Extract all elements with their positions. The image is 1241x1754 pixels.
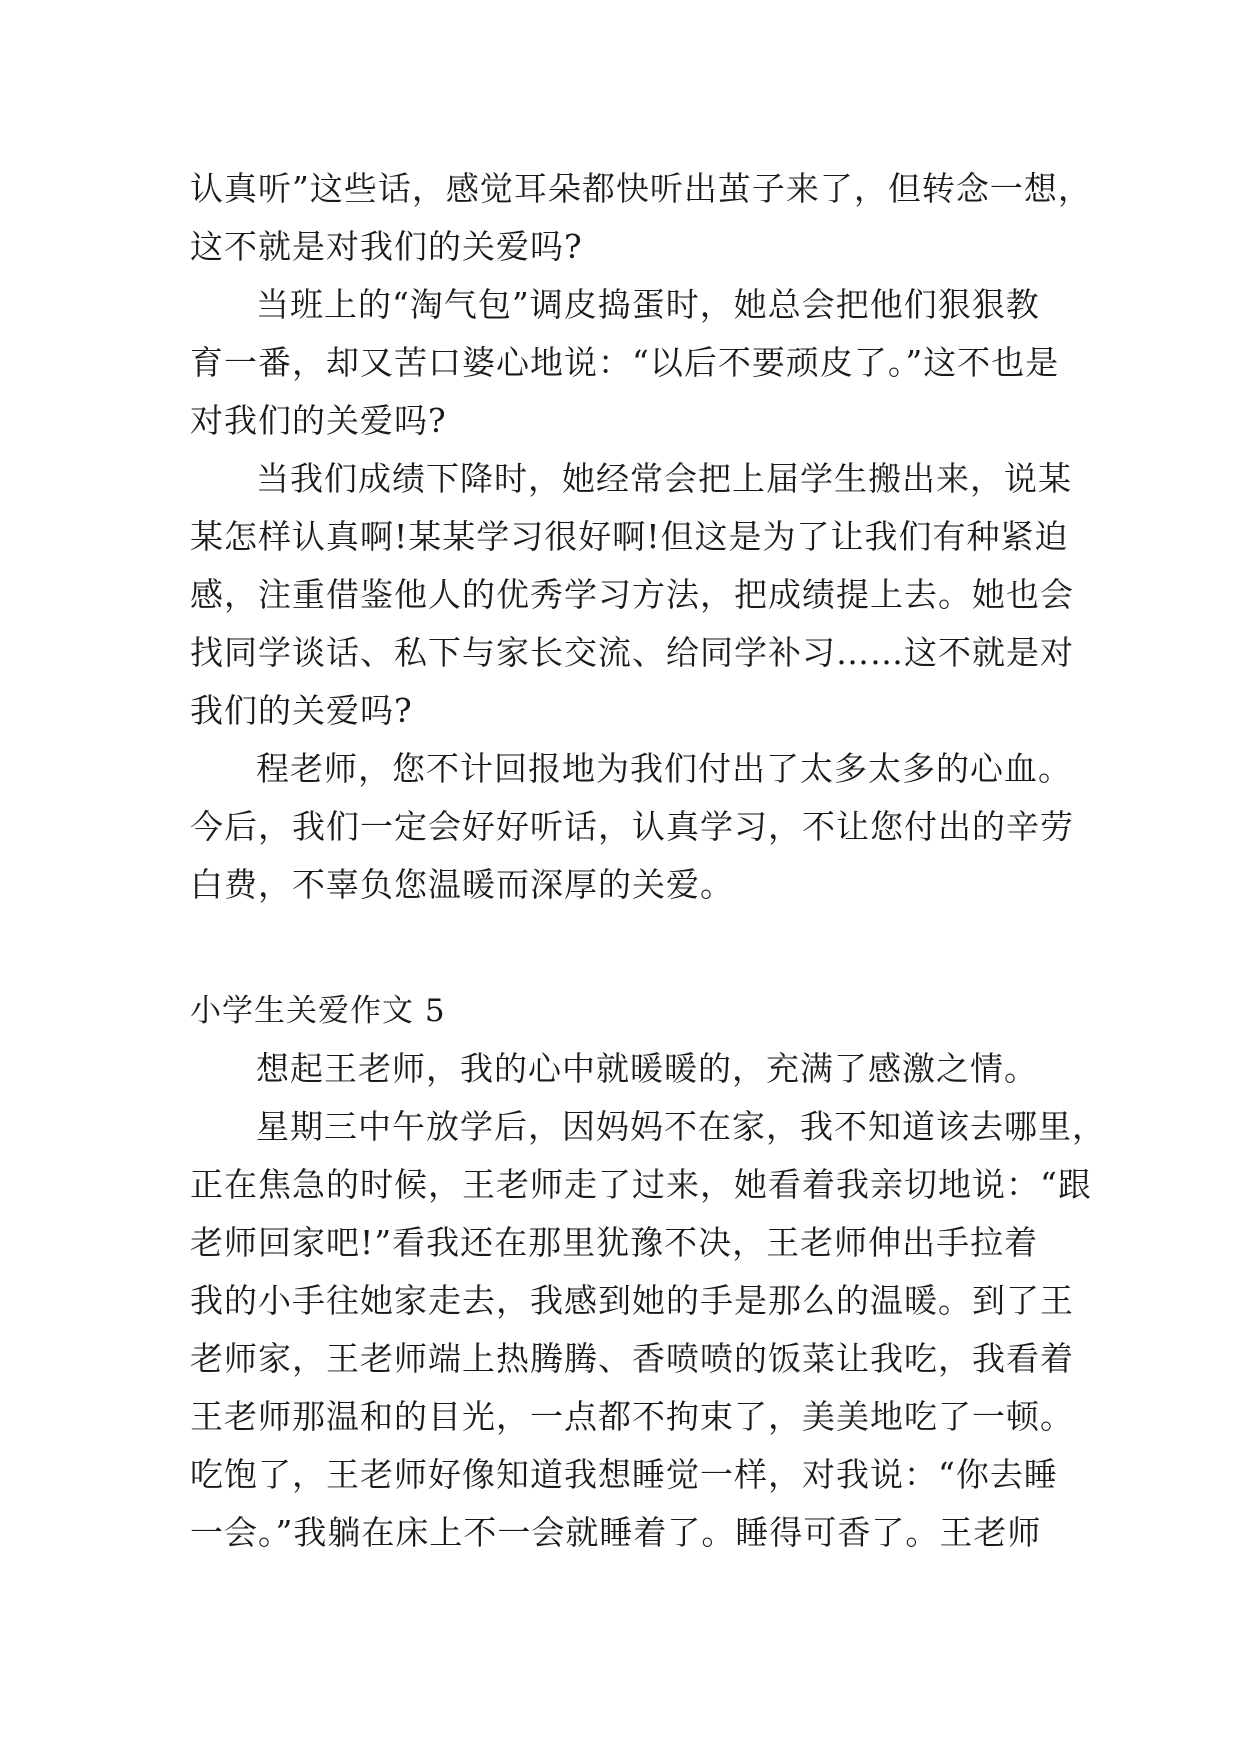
essay-section-4-continued	[190, 160, 1092, 914]
document-page	[190, 160, 1106, 1562]
text-line: 我的小手往她家走去，我感到她的手是那么的温暖。到了王	[190, 1281, 1074, 1320]
text-line: 吃饱了，王老师好像知道我想睡觉一样，对我说：“你去睡	[190, 1455, 1058, 1494]
text-line: 认真听”这些话，感觉耳朵都快听出茧子来了，但转念一想，	[190, 169, 1092, 208]
text-line: 白费，不辜负您温暖而深厚的关爱。	[190, 865, 734, 904]
text-line: 感，注重借鉴他人的优秀学习方法，把成绩提上去。她也会	[190, 575, 1074, 614]
paragraph-start-line: 程老师，您不计回报地为我们付出了太多太多的心血。	[256, 749, 1072, 788]
text-line: 育一番，却又苦口婆心地说：“以后不要顽皮了。”这不也是	[190, 343, 1060, 382]
essay-section-5	[190, 982, 1106, 1562]
text-line: 一会。”我躺在床上不一会就睡着了。睡得可香了。王老师	[190, 1513, 1042, 1552]
paragraph-start-line: 星期三中午放学后，因妈妈不在家，我不知道该去哪里，	[256, 1107, 1106, 1146]
text-line: 今后，我们一定会好好听话，认真学习，不让您付出的辛劳	[190, 807, 1074, 846]
text-line: 正在焦急的时候，王老师走了过来，她看着我亲切地说：“跟	[190, 1165, 1092, 1204]
paragraph-start-line: 当班上的“淘气包”调皮捣蛋时，她总会把他们狠狠教	[256, 285, 1040, 324]
text-line: 王老师那温和的目光，一点都不拘束了，美美地吃了一顿。	[190, 1397, 1074, 1436]
text-line: 找同学谈话、私下与家长交流、给同学补习……这不就是对	[190, 633, 1074, 672]
text-line: 对我们的关爱吗?	[190, 401, 447, 440]
text-line: 某怎样认真啊!某某学习很好啊!但这是为了让我们有种紧迫	[190, 517, 1069, 556]
text-line: 老师回家吧!”看我还在那里犹豫不决，王老师伸出手拉着	[190, 1223, 1039, 1262]
paragraph-start-line: 当我们成绩下降时，她经常会把上届学生搬出来，说某	[256, 459, 1072, 498]
text-line: 老师家，王老师端上热腾腾、香喷喷的饭菜让我吃，我看着	[190, 1339, 1074, 1378]
paragraph-start-line: 想起王老师，我的心中就暖暖的，充满了感激之情。	[256, 1049, 1038, 1088]
text-line: 这不就是对我们的关爱吗?	[190, 227, 583, 266]
text-line: 我们的关爱吗?	[190, 691, 413, 730]
section-title: 小学生关爱作文 5	[190, 993, 446, 1029]
